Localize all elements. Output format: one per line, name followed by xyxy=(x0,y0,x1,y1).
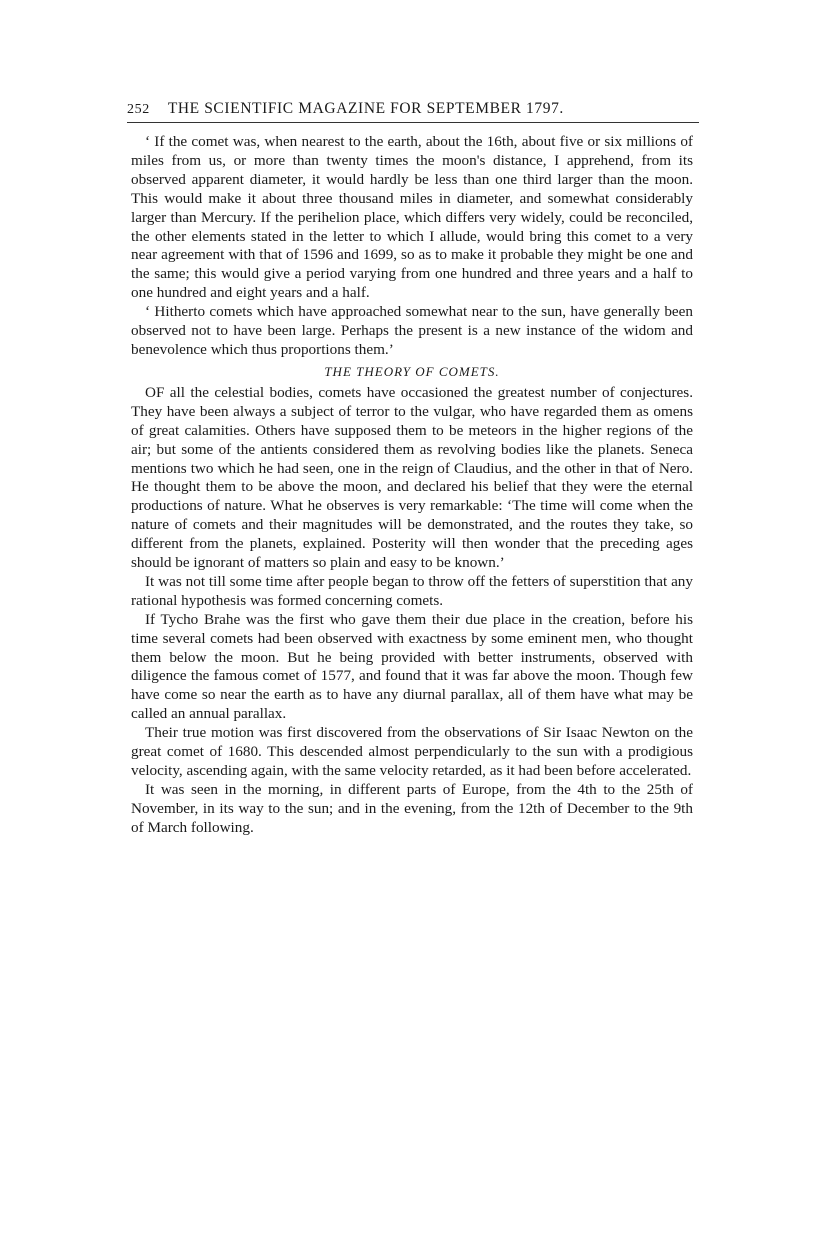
article-body xyxy=(131,133,693,838)
section-heading: THE THEORY OF COMETS. xyxy=(324,363,500,379)
page-number: 252 xyxy=(127,102,150,117)
running-title: THE SCIENTIFIC MAGAZINE FOR SEPTEMBER 1797. xyxy=(167,100,564,117)
paragraph: OF all the celestial bodies, comets have occasioned the greatest number of conjectures. They have been always a subject of terror to the vulgar, who have regarded them as omens of great calamities. Others have supposed them to be meteors in the higher regions of the air; but some of the antients considered them as revolving bodies like the planets. Seneca mentions two which he had seen, one in the reign of Claudius, and the other in that of Nero. He thought them to be above the moon, and declared his belief that they were the eternal productions of nature. What he observes is very remarkable: ‘The time will come when the nature of comets and their magnitudes will be demonstrated, and the routes they take, so different from the planets, explained. Posterity will then wonder that the preceding ages should be ignorant of matters so plain and easy to be known.’ xyxy=(131,383,693,572)
paragraph: It was not till some time after people began to throw off the fetters of superstition that any rational hypothesis was formed concerning comets. xyxy=(131,572,693,609)
running-head xyxy=(127,100,699,123)
magazine-page xyxy=(127,100,693,838)
paragraph: ‘ If the comet was, when nearest to the earth, about the 16th, about five or six millions of miles from us, or more than twenty times the moon's distance, I apprehend, from its observed apparent diameter, it would hardly be less than one third larger than the moon. This would make it about three thousand miles in diameter, and somewhat considerably larger than Mercury. If the perihelion place, which differs very widely, could be reconciled, the other elements stated in the letter to which I allude, would bring this comet to a very near agreement with that of 1596 and 1699, so as to make it probable they might be one and the same; this would give a period varying from one hundred and three years and a half to one hundred and eight years and a half. xyxy=(131,133,693,302)
paragraph: Their true motion was first discovered from the observations of Sir Isaac Newton on the great comet of 1680. This descended almost perpendicularly to the sun with a prodigious velocity, ascending again, with the same velocity retarded, as it had been before accelerated. xyxy=(131,724,693,779)
paragraph: ‘ Hitherto comets which have approached somewhat near to the sun, have generally been observed not to have been large. Perhaps the present is a new instance of the widom and benevolence which thus proportions them.’ xyxy=(131,303,693,358)
paragraph: It was seen in the morning, in different parts of Europe, from the 4th to the 25th of November, in its way to the sun; and in the evening, from the 12th of December to the 9th of March following. xyxy=(131,780,693,836)
paragraph: If Tycho Brahe was the first who gave them their due place in the creation, before his time several comets had been observed with exactness by some eminent men, who thought them below the moon. But he being provided with better instruments, observed with diligence the famous comet of 1577, and found that it was far above the moon. Though few have come so near the earth as to have any diurnal parallax, all of them have what may be called an annual parallax. xyxy=(131,610,693,723)
